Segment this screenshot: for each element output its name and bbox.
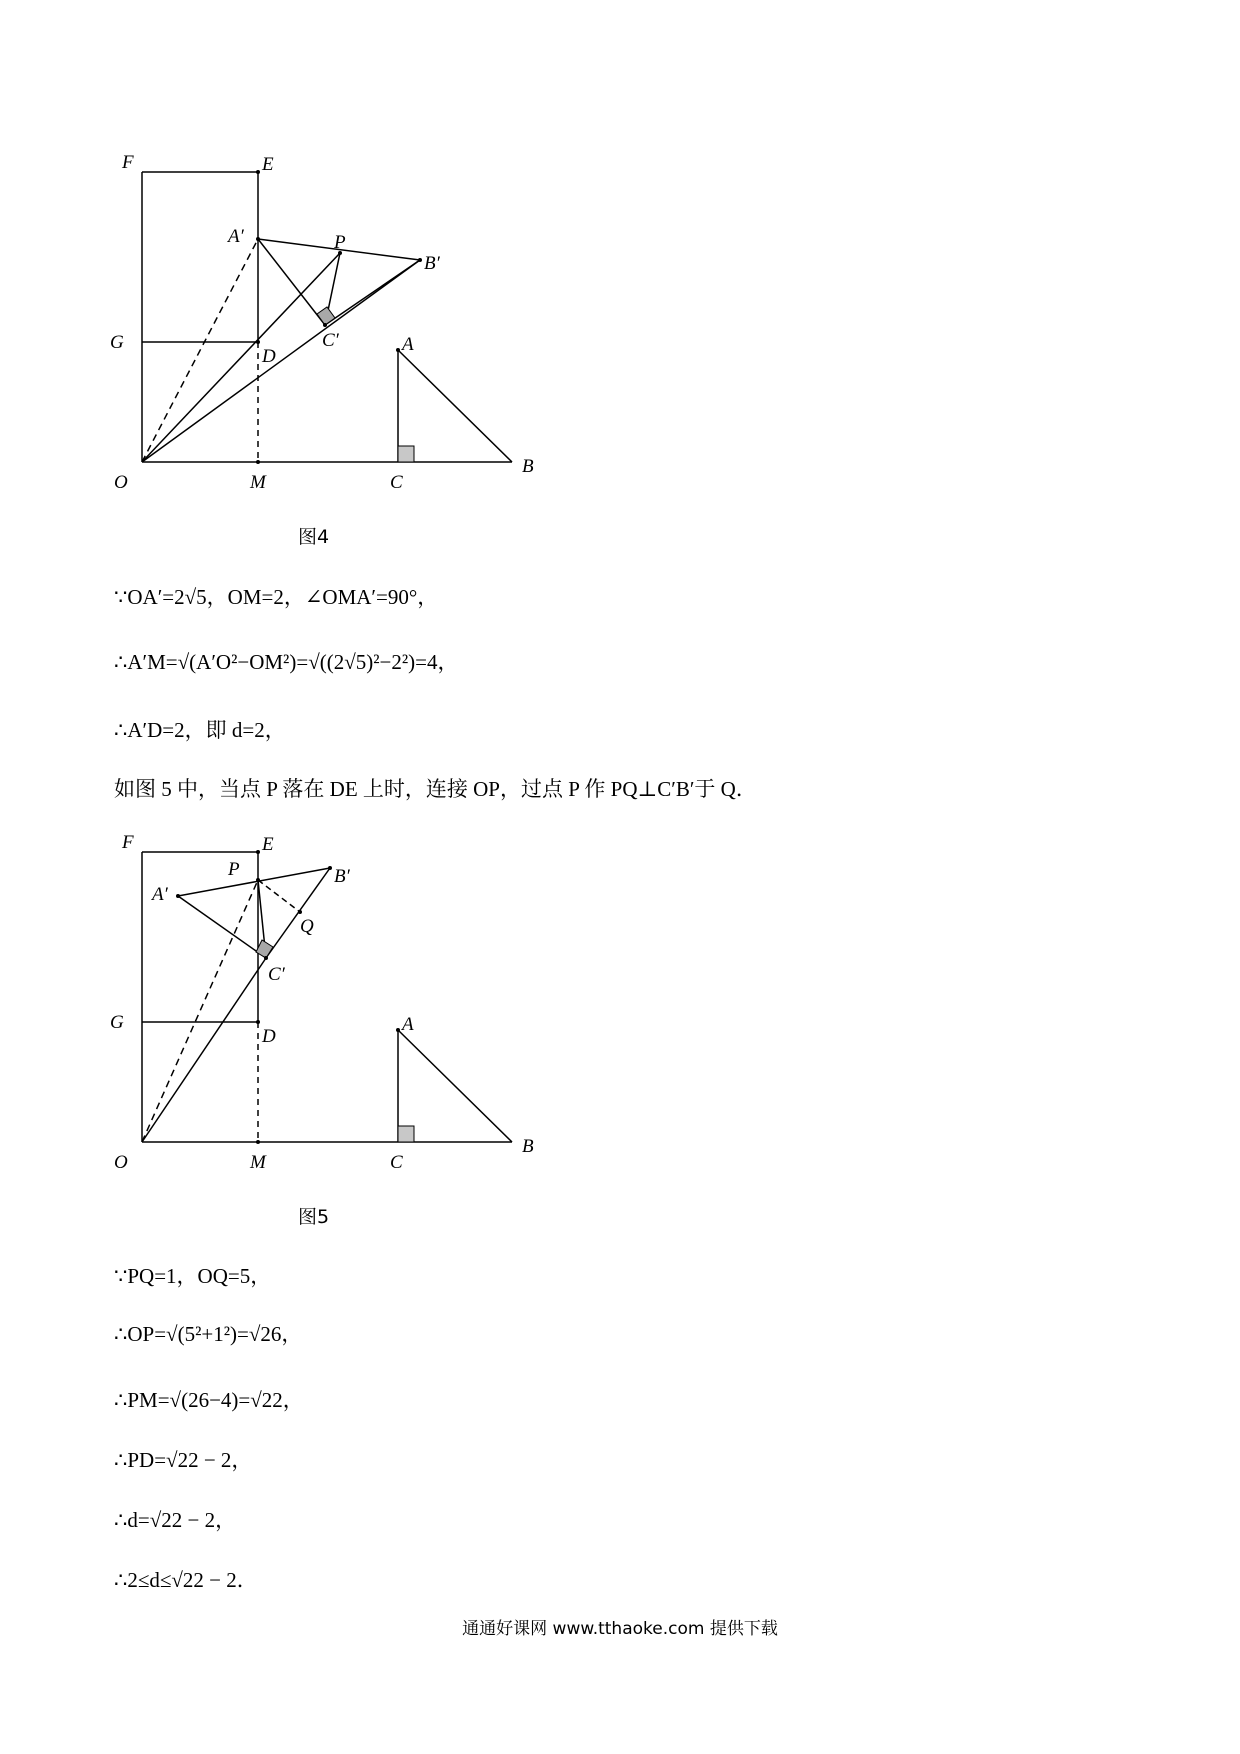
line-4: 如图 5 中，当点 P 落在 DE 上时，连接 OP，过点 P 作 PQ⊥C′B′于 Q． [114,777,757,801]
label-D: D [262,346,276,367]
label-P: P [228,859,240,880]
label-P: P [334,232,346,253]
figure-5 [110,830,550,1170]
page-footer: 通通好课网 www.tthaoke.com 提供下载 [462,1619,778,1639]
label-B-prime: B′ [424,253,440,274]
figure-5-caption: 图5 [298,1206,330,1228]
line-2: ∴A′M=√(A′O²−OM²)=√((2√5)²−2²)=4， [114,650,459,674]
label-C: C [390,472,403,490]
label-A-prime: A′ [228,226,244,247]
label-A: A [402,1014,414,1035]
line-1: ∵OA′=2√5，OM=2，∠OMA′=90°， [114,585,439,609]
line-8: ∴PD=√22 − 2， [114,1448,253,1472]
label-F: F [122,832,134,853]
line-3: ∴A′D=2，即 d=2， [114,718,286,742]
label-G: G [110,1012,124,1033]
label-B-prime: B′ [334,866,350,887]
label-A-prime: A′ [152,884,168,905]
label-B: B [522,1136,534,1157]
label-M: M [250,472,266,490]
label-D: D [262,1026,276,1047]
label-O: O [114,472,128,490]
label-E: E [262,154,274,175]
line-5: ∵PQ=1，OQ=5， [114,1264,272,1288]
figure-4-caption: 图4 [298,526,330,548]
label-B: B [522,456,534,477]
label-E: E [262,834,274,855]
label-F: F [122,152,134,173]
label-O: O [114,1152,128,1170]
label-C-prime: C′ [268,964,285,985]
line-9: ∴d=√22 − 2， [114,1508,237,1532]
label-A: A [402,334,414,355]
line-6: ∴OP=√(5²+1²)=√26， [114,1322,303,1346]
label-C-prime: C′ [322,330,339,351]
line-7: ∴PM=√(26−4)=√22， [114,1388,304,1412]
label-M: M [250,1152,266,1170]
label-Q: Q [300,916,314,937]
label-G: G [110,332,124,353]
figure-4 [110,150,550,490]
line-10: ∴2≤d≤√22 − 2． [114,1568,258,1592]
label-C: C [390,1152,403,1170]
